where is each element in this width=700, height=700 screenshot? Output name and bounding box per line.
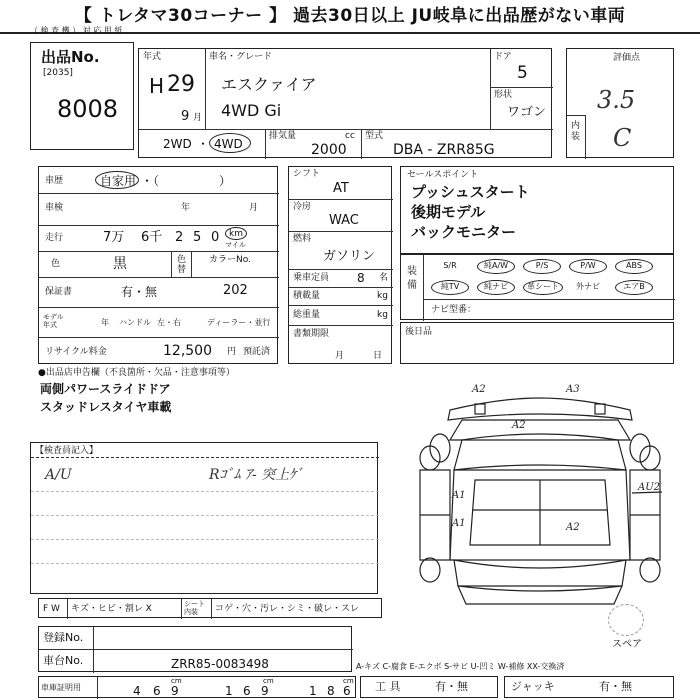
lot-box bbox=[30, 42, 134, 150]
warranty-value: 有・無 bbox=[121, 285, 158, 299]
color-change-label: 色替 bbox=[177, 255, 187, 275]
recycle-unit: 円 bbox=[227, 347, 237, 357]
recycle-label: リサイクル料金 bbox=[45, 347, 107, 357]
drive-2wd: 2WD bbox=[163, 137, 192, 151]
spare-label: スペア bbox=[612, 639, 642, 650]
type-value: DBA - ZRR85G bbox=[393, 142, 495, 158]
type-label: 型式 bbox=[365, 131, 384, 141]
fw-text: キズ・ヒビ・割レ X bbox=[71, 604, 152, 614]
gross-label: 総重量 bbox=[293, 310, 321, 320]
aircon-value: WAC bbox=[329, 213, 359, 228]
model-label: 車名・グレード bbox=[209, 52, 273, 62]
load-unit: kg bbox=[377, 291, 388, 301]
equip-abs: ABS bbox=[626, 261, 642, 270]
color-label: 色 bbox=[51, 259, 61, 269]
capacity-value: 8 bbox=[357, 271, 365, 285]
mileage-hundred: 2 bbox=[175, 230, 184, 245]
dim1-c: 9 bbox=[171, 684, 179, 698]
interior-score: C bbox=[613, 124, 632, 152]
year-month: 9 bbox=[181, 109, 190, 124]
dim2-a: 1 bbox=[225, 684, 233, 698]
inspector-note-left: A/U bbox=[45, 467, 72, 483]
subheader: （ 検 査 機 ） 対 応 用 紙 bbox=[30, 26, 123, 35]
later-box bbox=[400, 322, 674, 364]
legend: A-キズ C-腐食 E-エクボ S-サビ U-凹ミ W-補修 XX-交換済 bbox=[356, 662, 565, 671]
equipment-label: 装備 bbox=[407, 266, 417, 291]
mileage-label: 走行 bbox=[45, 233, 64, 243]
recycle-value: 12,500 bbox=[163, 343, 212, 359]
lot-number: 8008 bbox=[57, 95, 119, 123]
jack-label: ジャッキ bbox=[511, 680, 555, 693]
engine-label: 排気量 bbox=[269, 131, 297, 141]
year-era: H bbox=[149, 74, 165, 98]
jack-value: 有・無 bbox=[599, 680, 632, 693]
load-label: 積載量 bbox=[293, 291, 321, 301]
spec-grid bbox=[288, 166, 392, 364]
equip-airbag: エアB bbox=[623, 282, 645, 291]
banner-title: 【 トレタマ30コーナー 】 過去30日以上 JU岐阜に出品歴がない車両 bbox=[0, 0, 700, 34]
dim3-b: 8 bbox=[327, 684, 335, 698]
damage-a1-left2: A1 bbox=[452, 518, 466, 529]
inspector-note-right: Rｺﾞﾑ ｱ- 突上ｹﾞ bbox=[209, 467, 304, 483]
engine-value: 2000 bbox=[311, 142, 347, 158]
shift-value: AT bbox=[333, 181, 349, 196]
inspector-box bbox=[30, 442, 378, 594]
lot-label: 出品No. bbox=[41, 48, 100, 66]
jack-box bbox=[504, 676, 674, 698]
rating-label: 評価点 bbox=[613, 53, 641, 63]
reg-box bbox=[38, 626, 352, 672]
year-label: 年式 bbox=[143, 52, 162, 62]
mileage-mile: マイル bbox=[225, 241, 246, 249]
model-year-year: 年 bbox=[101, 318, 109, 327]
notes-line-2: スタッドレスタイヤ車載 bbox=[40, 400, 172, 414]
notes-label: ●出品店申告欄（不良箇所・欠品・注意事項等） bbox=[38, 368, 235, 378]
equipment-box bbox=[400, 254, 674, 320]
model-grade: 4WD Gi bbox=[221, 101, 282, 120]
color-code: 202 bbox=[223, 283, 248, 298]
model-year-handle-value: 左・右 bbox=[157, 318, 181, 327]
sales-label: セールスポイント bbox=[407, 170, 479, 180]
recycle-deposit: 預託済 bbox=[243, 347, 271, 357]
year-month-unit: 月 bbox=[193, 113, 203, 123]
tools-box bbox=[360, 676, 498, 698]
equip-leather: 革シート bbox=[527, 282, 559, 291]
fw-label: F W bbox=[43, 604, 60, 614]
year-value: 29 bbox=[167, 72, 195, 97]
damage-a2-top: A2 bbox=[472, 384, 486, 395]
dim1-unit: cm bbox=[171, 677, 182, 685]
equip-ps: P/S bbox=[535, 261, 549, 270]
model-name: エスクァイア bbox=[221, 75, 317, 94]
sales-point-1: プッシュスタート bbox=[411, 183, 530, 201]
damage-a1-left: A1 bbox=[452, 490, 466, 501]
inspection-label: 車検 bbox=[45, 203, 64, 213]
doc-limit-day: 日 bbox=[373, 351, 383, 361]
capacity-label: 乗車定員 bbox=[293, 273, 330, 283]
history-rest: ・（ ） bbox=[141, 174, 232, 188]
top-grid bbox=[138, 48, 552, 158]
dim1-b: 6 bbox=[153, 684, 161, 698]
equip-ext-navi: 外ナビ bbox=[576, 282, 600, 291]
sales-point-2: 後期モデル bbox=[411, 203, 486, 221]
shape-value: ワゴン bbox=[507, 105, 547, 120]
model-year-handle: ハンドル bbox=[119, 318, 151, 327]
interior-label: 内装 bbox=[571, 121, 581, 142]
history-label: 車歴 bbox=[45, 176, 64, 186]
rating-score: 3.5 bbox=[597, 86, 636, 114]
color-value: 黒 bbox=[113, 256, 127, 272]
history-value: 自家用 bbox=[100, 174, 137, 188]
mileage-man: 7万 bbox=[103, 230, 125, 245]
dim3-c: 6 bbox=[343, 684, 351, 698]
inspection-month: 月 bbox=[249, 203, 259, 213]
mileage-km: km bbox=[229, 229, 243, 239]
inspector-label: 【検査員記入】 bbox=[35, 446, 99, 456]
equip-sr: S/R bbox=[443, 261, 457, 270]
drive-sep: ・ bbox=[197, 137, 210, 151]
warranty-label: 保証書 bbox=[45, 287, 73, 297]
dims-label: 車庫証明用 bbox=[41, 683, 81, 692]
spare-tire-icon bbox=[608, 604, 644, 636]
doc-limit-month: 月 bbox=[335, 351, 345, 361]
shape-label: 形状 bbox=[494, 90, 513, 100]
notes-line-1: 両側パワースライドドア bbox=[40, 382, 171, 396]
fuel-label: 燃料 bbox=[293, 234, 312, 244]
rating-box bbox=[566, 48, 674, 158]
aircon-label: 冷房 bbox=[293, 202, 312, 212]
fw-row bbox=[38, 598, 382, 618]
mileage-one: 0 bbox=[211, 230, 220, 245]
door-label: ドア bbox=[494, 52, 512, 62]
tools-label: 工 具 bbox=[375, 680, 401, 693]
dim3-a: 1 bbox=[309, 684, 317, 698]
inspection-year: 年 bbox=[181, 203, 191, 213]
capacity-unit: 名 bbox=[379, 273, 389, 283]
damage-a3-top: A3 bbox=[566, 384, 580, 395]
equip-tv: 純TV bbox=[440, 282, 460, 291]
equip-aw: 純A/W bbox=[483, 261, 509, 270]
car-damage-diagram bbox=[400, 380, 680, 620]
dims-row bbox=[38, 676, 356, 698]
damage-a2-roof: A2 bbox=[512, 420, 526, 431]
drive-4wd: 4WD bbox=[214, 137, 243, 151]
fuel-value: ガソリン bbox=[323, 249, 376, 264]
dim2-b: 6 bbox=[243, 684, 251, 698]
dim2-c: 9 bbox=[261, 684, 269, 698]
mileage-thousand: 6千 bbox=[141, 230, 163, 245]
engine-unit: cc bbox=[345, 131, 355, 141]
seat-text: コゲ・穴・汚レ・シミ・破レ・スレ bbox=[215, 604, 360, 614]
tools-value: 有・無 bbox=[435, 680, 468, 693]
mileage-ten: 5 bbox=[193, 230, 202, 245]
equip-pw: P/W bbox=[580, 261, 596, 270]
lot-tag: [2035] bbox=[43, 68, 73, 78]
dim1-a: 4 bbox=[133, 684, 141, 698]
sales-box bbox=[400, 166, 674, 254]
dim2-unit: cm bbox=[263, 677, 274, 685]
door-value: 5 bbox=[517, 63, 528, 83]
sales-point-3: バックモニター bbox=[411, 223, 517, 241]
model-year-label: モデル年式 bbox=[43, 313, 64, 329]
info-grid bbox=[38, 166, 278, 364]
seat-label: シート内装 bbox=[184, 600, 205, 616]
chassis-label: 車台No. bbox=[43, 654, 84, 667]
equip-navi: 純ナビ bbox=[484, 282, 508, 291]
shift-label: シフト bbox=[293, 169, 321, 179]
doc-limit-label: 書類期限 bbox=[293, 329, 330, 339]
dim3-unit: cm bbox=[343, 677, 354, 685]
color-code-label: カラーNo. bbox=[209, 255, 251, 265]
registration-label: 登録No. bbox=[43, 631, 84, 644]
damage-a2-right: A2 bbox=[566, 522, 580, 533]
navi-model-label: ナビ型番： bbox=[431, 305, 477, 315]
model-year-dealer: ディーラー・並行 bbox=[207, 318, 271, 327]
gross-unit: kg bbox=[377, 310, 388, 320]
damage-au2: AU2 bbox=[638, 482, 661, 493]
chassis-value: ZRR85-0083498 bbox=[171, 657, 269, 671]
later-label: 後日品 bbox=[405, 327, 433, 337]
